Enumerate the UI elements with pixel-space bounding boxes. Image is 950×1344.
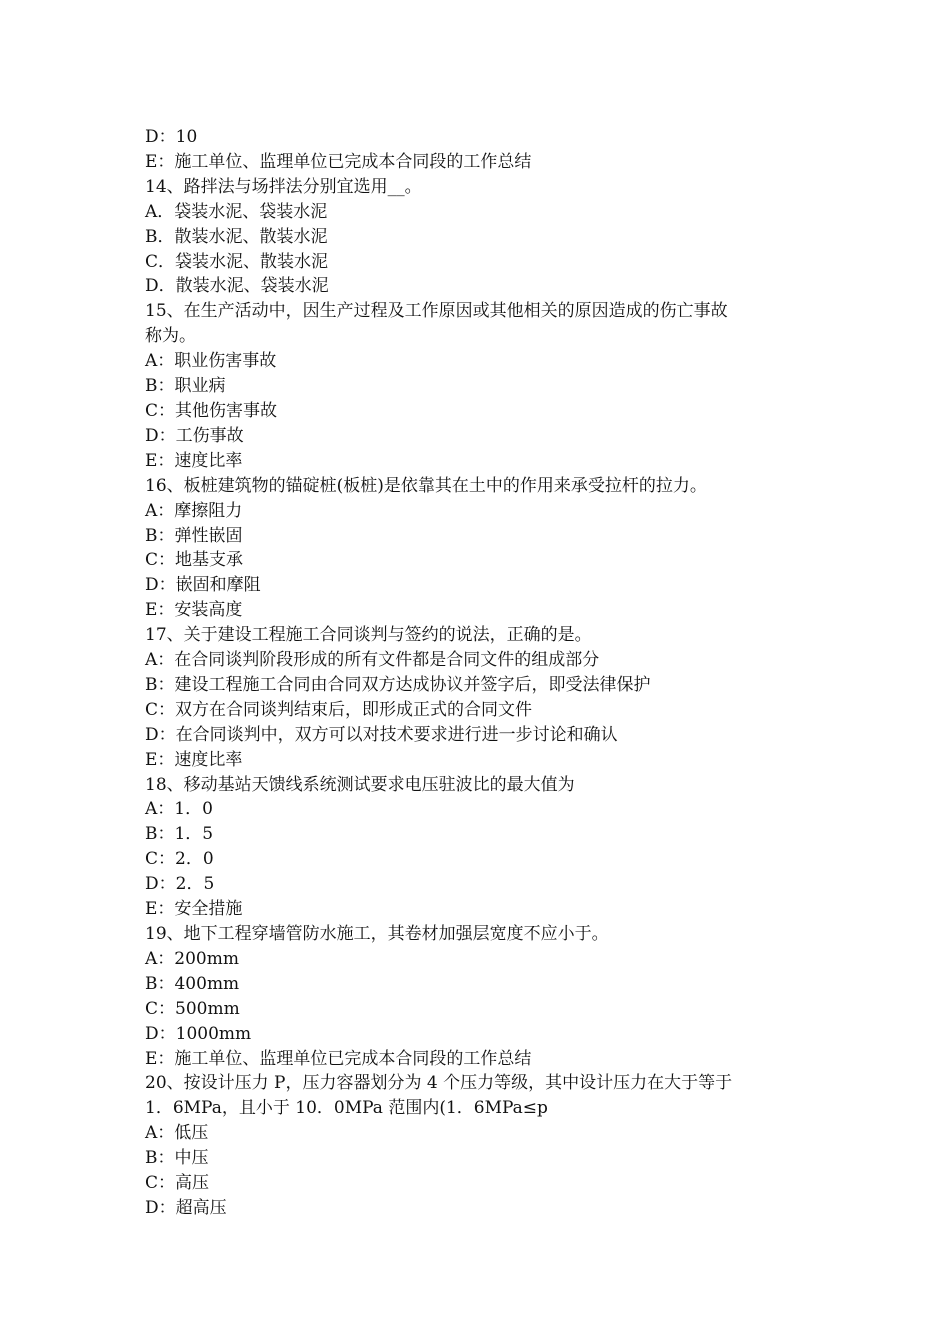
document-body — [145, 125, 815, 1221]
option-line: D：10 — [145, 127, 198, 147]
option-line: E：施工单位、监理单位已完成本合同段的工作总结 — [145, 1048, 532, 1069]
question-line: 14、路拌法与场拌法分别宜选用__。 — [145, 176, 422, 197]
option-line: D：1000mm — [145, 1023, 252, 1044]
option-line: A：摩擦阻力 — [145, 500, 243, 521]
option-line: B：中压 — [145, 1148, 209, 1169]
option-line: C：双方在合同谈判结束后，即形成正式的合同文件 — [145, 699, 533, 720]
question-line: 15、在生产活动中，因生产过程及工作原因或其他相关的原因造成的伤亡事故 — [145, 301, 728, 322]
option-line: B：建设工程施工合同由合同双方达成协议并签字后，即受法律保护 — [145, 674, 651, 695]
option-line: A：低压 — [145, 1123, 209, 1144]
option-line: A：职业伤害事故 — [145, 351, 277, 372]
option-line: C．袋装水泥、散装水泥 — [145, 251, 329, 272]
option-line: E：速度比率 — [145, 749, 243, 770]
question-line: 20、按设计压力 P，压力容器划分为 4 个压力等级，其中设计压力在大于等于 — [145, 1073, 733, 1094]
option-line: C：2．0 — [145, 849, 214, 870]
option-line: D：工伤事故 — [145, 425, 244, 446]
question-line: 称为。 — [145, 326, 196, 347]
option-line: C：高压 — [145, 1173, 210, 1194]
option-line: A．袋装水泥、袋装水泥 — [145, 201, 328, 222]
option-line: A：200mm — [145, 948, 239, 969]
option-line: C：地基支承 — [145, 550, 244, 571]
option-line: A：在合同谈判阶段形成的所有文件都是合同文件的组成部分 — [145, 650, 600, 671]
option-line: A：1．0 — [145, 799, 213, 820]
option-line: B．散装水泥、散装水泥 — [145, 226, 328, 247]
question-line: 18、移动基站天馈线系统测试要求电压驻波比的最大值为 — [145, 774, 575, 795]
option-line: B：400mm — [145, 973, 240, 994]
question-line: 16、板桩建筑物的锚碇桩(板桩)是依靠其在土中的作用来承受拉杆的拉力。 — [145, 475, 707, 496]
option-line: D．散装水泥、袋装水泥 — [145, 276, 329, 297]
option-line: D：嵌固和摩阻 — [145, 575, 261, 596]
option-line: D：超高压 — [145, 1197, 227, 1218]
option-line: E：安全措施 — [145, 899, 243, 920]
option-line: C：500mm — [145, 998, 240, 1019]
question-line: 17、关于建设工程施工合同谈判与签约的说法，正确的是。 — [145, 625, 592, 646]
option-line: B：弹性嵌固 — [145, 525, 243, 546]
option-line: B：1．5 — [145, 824, 214, 845]
question-line: 19、地下工程穿墙管防水施工，其卷材加强层宽度不应小于。 — [145, 924, 609, 944]
question-line: 1．6MPa，且小于 10．0MPa 范围内(1．6MPa≤p — [145, 1098, 548, 1119]
option-line: D：2．5 — [145, 874, 215, 895]
option-line: E：施工单位、监理单位已完成本合同段的工作总结 — [145, 151, 532, 172]
option-line: E：速度比率 — [145, 450, 243, 471]
option-line: D：在合同谈判中，双方可以对技术要求进行进一步讨论和确认 — [145, 724, 618, 745]
option-line: B：职业病 — [145, 376, 226, 397]
option-line: E：安装高度 — [145, 600, 243, 621]
option-line: C：其他伤害事故 — [145, 400, 278, 421]
